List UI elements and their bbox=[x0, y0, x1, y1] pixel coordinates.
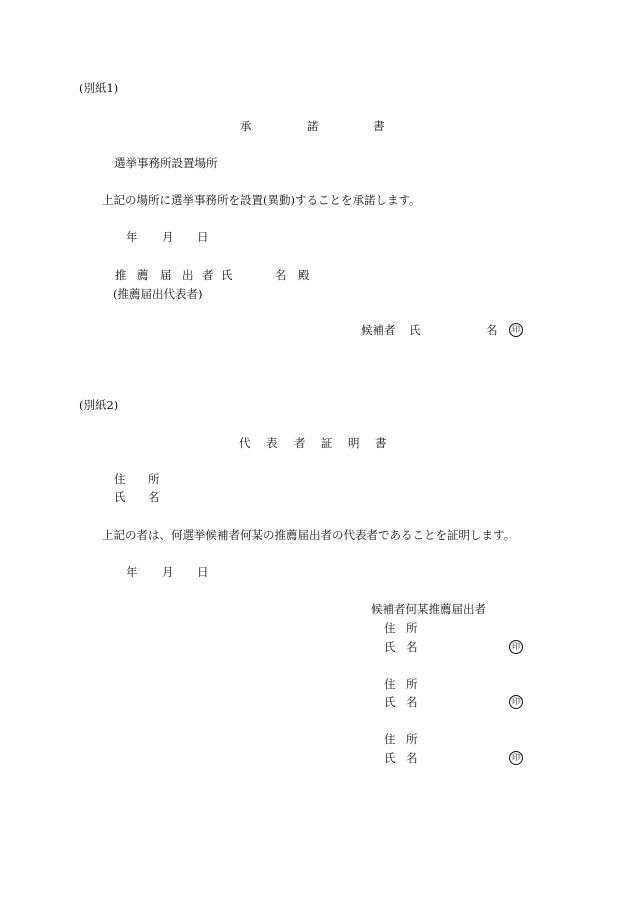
address-label-char: 所 bbox=[148, 472, 160, 486]
form1-label: (別紙1) bbox=[79, 81, 119, 95]
signer-group-label: 候補者何某推薦届出者 bbox=[371, 602, 486, 616]
consent-statement: 上記の場所に選挙事務所を設置(異動)することを承諾します。 bbox=[102, 193, 421, 207]
signer-name-char: 氏 bbox=[384, 640, 396, 654]
name-label-char: 氏 bbox=[114, 490, 126, 504]
form2-title-char: 明 bbox=[348, 436, 360, 450]
date-day: 日 bbox=[197, 565, 209, 579]
date-year: 年 bbox=[126, 230, 138, 244]
date-month: 月 bbox=[162, 230, 174, 244]
form1-title-char: 諾 bbox=[307, 119, 319, 133]
seal-icon: 印 bbox=[509, 751, 523, 765]
recipient-char: 者 bbox=[202, 268, 214, 282]
signer-address-char: 住 bbox=[384, 732, 396, 746]
recipient-honorific: 殿 bbox=[298, 268, 310, 282]
signer-name-char: 名 bbox=[406, 695, 418, 709]
signer-name-char: 氏 bbox=[384, 695, 396, 709]
form2-title-char: 証 bbox=[321, 436, 333, 450]
signer-label: 候補者 bbox=[361, 323, 396, 337]
date-day: 日 bbox=[197, 230, 209, 244]
recipient-name: 名 bbox=[275, 268, 287, 282]
signer-name-char: 氏 bbox=[384, 751, 396, 765]
recipient-note: (推薦届出代表者) bbox=[113, 287, 203, 301]
form1-title-char: 書 bbox=[373, 119, 385, 133]
form2-label: (別紙2) bbox=[79, 398, 119, 412]
date-year: 年 bbox=[126, 565, 138, 579]
form1-title-char: 承 bbox=[240, 119, 252, 133]
certification-statement: 上記の者は、何選挙候補者何某の推薦届出者の代表者であることを証明します。 bbox=[102, 528, 516, 542]
recipient-char: 出 bbox=[182, 268, 194, 282]
seal-icon: 印 bbox=[509, 695, 523, 709]
recipient-char: 推 bbox=[115, 268, 127, 282]
form2-title-char: 者 bbox=[294, 436, 306, 450]
signer-address-char: 所 bbox=[406, 732, 418, 746]
name-label-char: 名 bbox=[148, 490, 160, 504]
signer-address-char: 住 bbox=[384, 677, 396, 691]
seal-icon: 印 bbox=[509, 323, 523, 337]
signer-name-char: 名 bbox=[406, 751, 418, 765]
form2-title-char: 代 bbox=[239, 436, 251, 450]
signer-address-char: 所 bbox=[406, 621, 418, 635]
location-label: 選挙事務所設置場所 bbox=[114, 156, 218, 170]
address-label-char: 住 bbox=[114, 472, 126, 486]
recipient-char: 氏 bbox=[221, 268, 233, 282]
signer-name-char: 名 bbox=[406, 640, 418, 654]
form2-title-char: 書 bbox=[375, 436, 387, 450]
recipient-char: 届 bbox=[160, 268, 172, 282]
recipient-char: 薦 bbox=[137, 268, 149, 282]
date-month: 月 bbox=[162, 565, 174, 579]
signer-address-char: 所 bbox=[406, 677, 418, 691]
signer-name-char: 氏 bbox=[409, 323, 421, 337]
seal-icon: 印 bbox=[509, 640, 523, 654]
form2-title-char: 表 bbox=[266, 436, 278, 450]
signer-address-char: 住 bbox=[384, 621, 396, 635]
signer-name-char: 名 bbox=[486, 323, 498, 337]
